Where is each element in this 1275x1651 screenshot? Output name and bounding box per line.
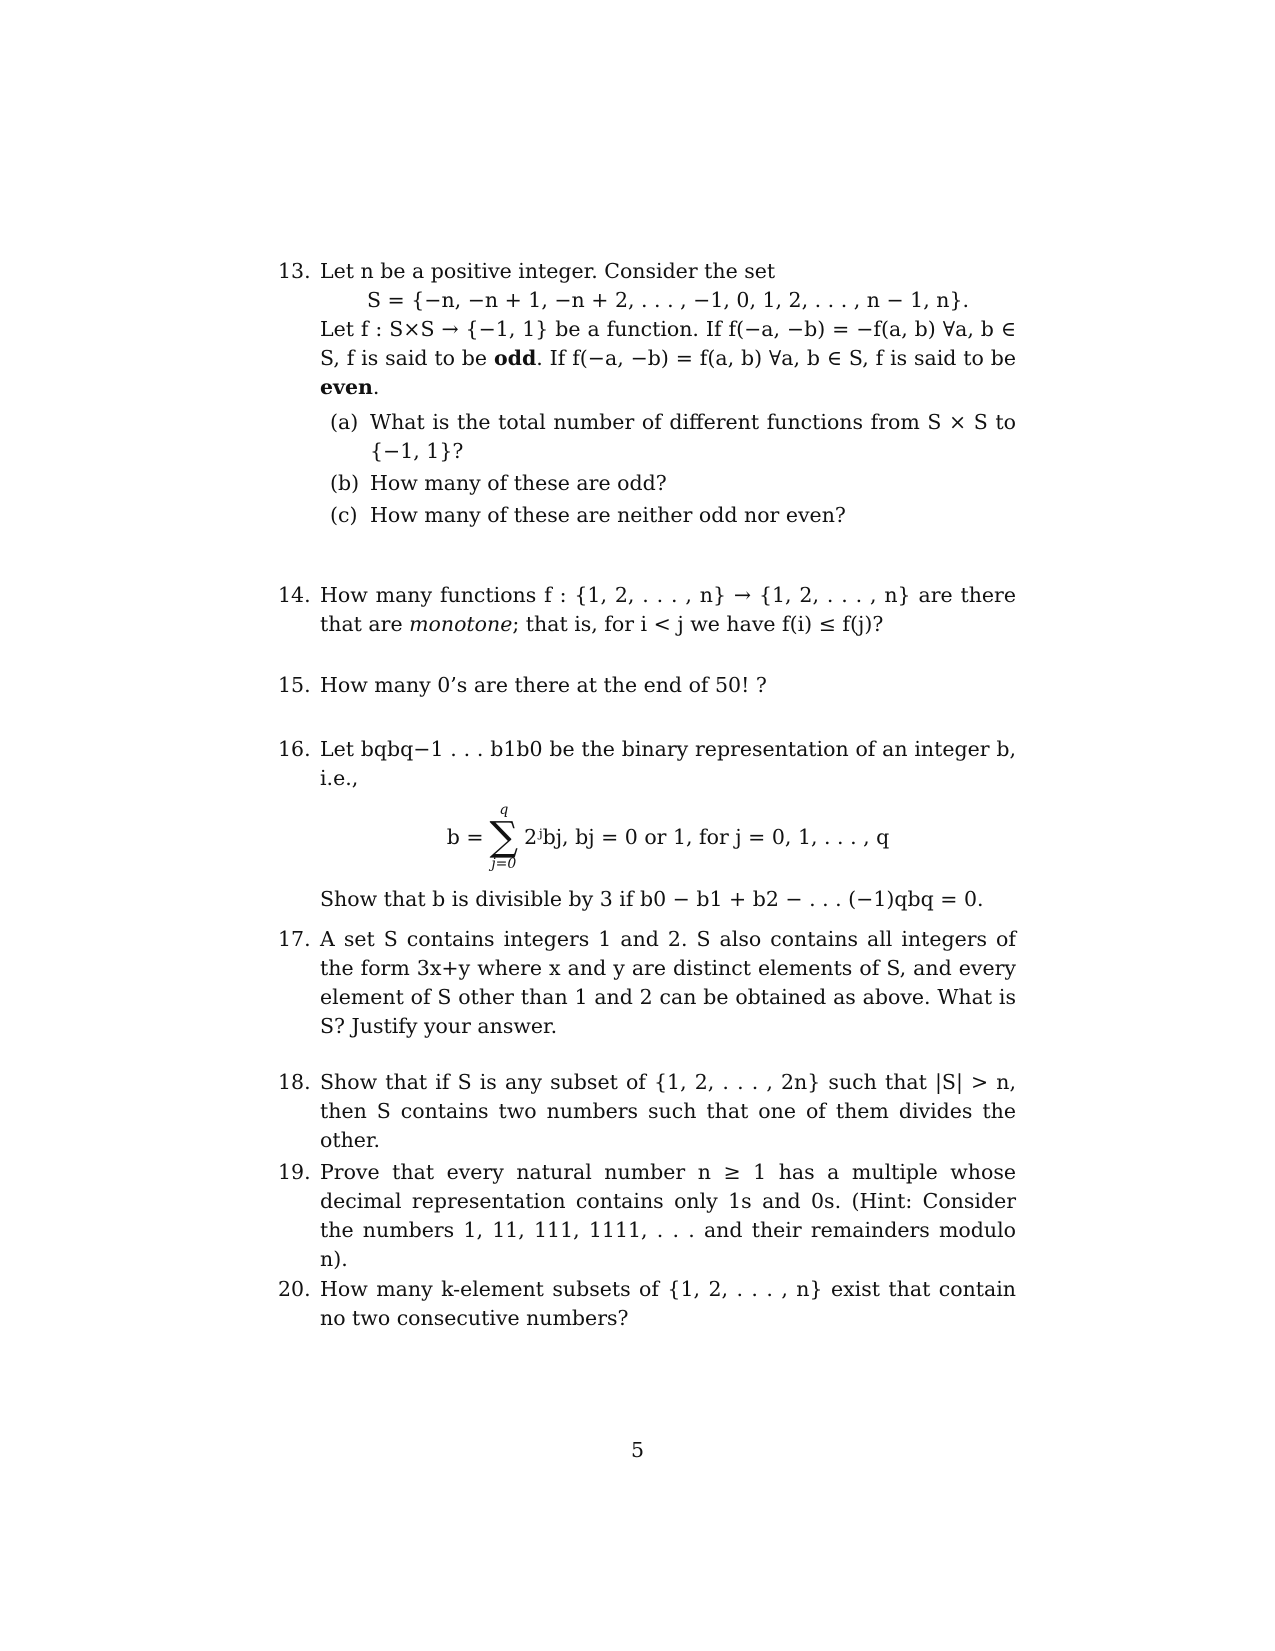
problem-text-part: ; that is, for i < j we have f(i) ≤ f(j)? <box>512 612 884 636</box>
problem-number: 13. <box>278 259 311 283</box>
problem-number: 20. <box>278 1277 311 1301</box>
term-odd: odd <box>493 346 537 370</box>
subquestion-label: (a) <box>330 410 359 434</box>
problem-18 <box>278 1068 1016 1155</box>
problem-text: How many 0’s are there at the end of 50! ? <box>320 673 767 697</box>
subquestion-text: How many of these are neither odd nor even? <box>370 503 846 527</box>
problem-text: Let n be a positive integer. Consider the set <box>320 259 776 283</box>
problem-number: 19. <box>278 1160 311 1184</box>
problem-text: A set S contains integers 1 and 2. S also contains all integers of the form 3x+y where x and y are distinct elements of S, and every element of S other than 1 and 2 can be obtained as above. What is S? Justify your answer. <box>320 927 1016 1038</box>
problem-number: 17. <box>278 927 311 951</box>
problem-20 <box>278 1275 1016 1333</box>
problem-16 <box>278 735 1016 914</box>
problem-text-part: How many functions f : {1, 2, . . . , n} → {1, 2, . . . , n} are there that are <box>320 583 1016 636</box>
subquestion-c <box>330 501 1016 530</box>
definition-text: Let f : S×S → {−1, 1} be a function. If f(−a, −b) = −f(a, b) ∀a, b ∈ S, f is said to be <box>320 317 1016 370</box>
subquestion-a <box>330 408 1016 466</box>
set-definition: S = {−n, −n + 1, −n + 2, . . . , −1, 0, 1, 2, . . . , n − 1, n}. <box>366 288 970 312</box>
page-number: 5 <box>630 1438 645 1462</box>
problem-14 <box>278 581 1016 639</box>
subquestion-label: (b) <box>330 471 360 495</box>
subquestion-b <box>330 469 1016 498</box>
problem-text: Let bqbq−1 . . . b1b0 be the binary representation of an integer b, i.e., <box>320 737 1016 790</box>
summation-formula <box>320 803 1016 871</box>
problem-17 <box>278 925 1016 1041</box>
term-even: even <box>320 375 373 399</box>
subquestion-label: (c) <box>330 503 358 527</box>
problem-19 <box>278 1158 1016 1274</box>
problem-text <box>320 581 1016 639</box>
problem-number: 16. <box>278 737 311 761</box>
problem-text: How many k-element subsets of {1, 2, . . . , n} exist that contain no two consecutive numbers? <box>320 1277 1016 1330</box>
lower-limit: j=0 <box>491 856 517 872</box>
sigma-glyph: ∑ <box>489 814 519 860</box>
subquestion-text: How many of these are odd? <box>370 471 667 495</box>
problem-number: 18. <box>278 1070 311 1094</box>
problem-text: Show that if S is any subset of {1, 2, . . . , 2n} such that |S| > n, then S contains two numbers such that one of them divides the other. <box>320 1070 1016 1152</box>
formula-lhs: b = <box>446 824 484 849</box>
function-definition <box>320 315 1016 402</box>
problem-text: Prove that every natural number n ≥ 1 has a multiple whose decimal representation contains only 1s and 0s. (Hint: Consider the numbers 1, 11, 111, 1111, . . . and their remainders modulo n). <box>320 1160 1016 1271</box>
subquestion-list <box>330 408 1016 530</box>
problem-number: 15. <box>278 673 311 697</box>
definition-text: . If f(−a, −b) = f(a, b) ∀a, b ∈ S, f is said to be <box>536 346 1016 370</box>
problem-15 <box>278 671 1016 700</box>
problem-statement: Show that b is divisible by 3 if b0 − b1 + b2 − . . . (−1)qbq = 0. <box>320 887 984 911</box>
summation-symbol <box>490 803 519 871</box>
problem-number: 14. <box>278 583 311 607</box>
problem-13 <box>278 257 1016 533</box>
upper-limit: q <box>499 802 509 818</box>
formula-rhs: 2ʲbj, bj = 0 or 1, for j = 0, 1, . . . , q <box>524 824 890 849</box>
definition-text: . <box>372 375 380 399</box>
subquestion-text: What is the total number of different functions from S × S to {−1, 1}? <box>370 410 1016 463</box>
term-monotone: monotone <box>409 612 513 636</box>
